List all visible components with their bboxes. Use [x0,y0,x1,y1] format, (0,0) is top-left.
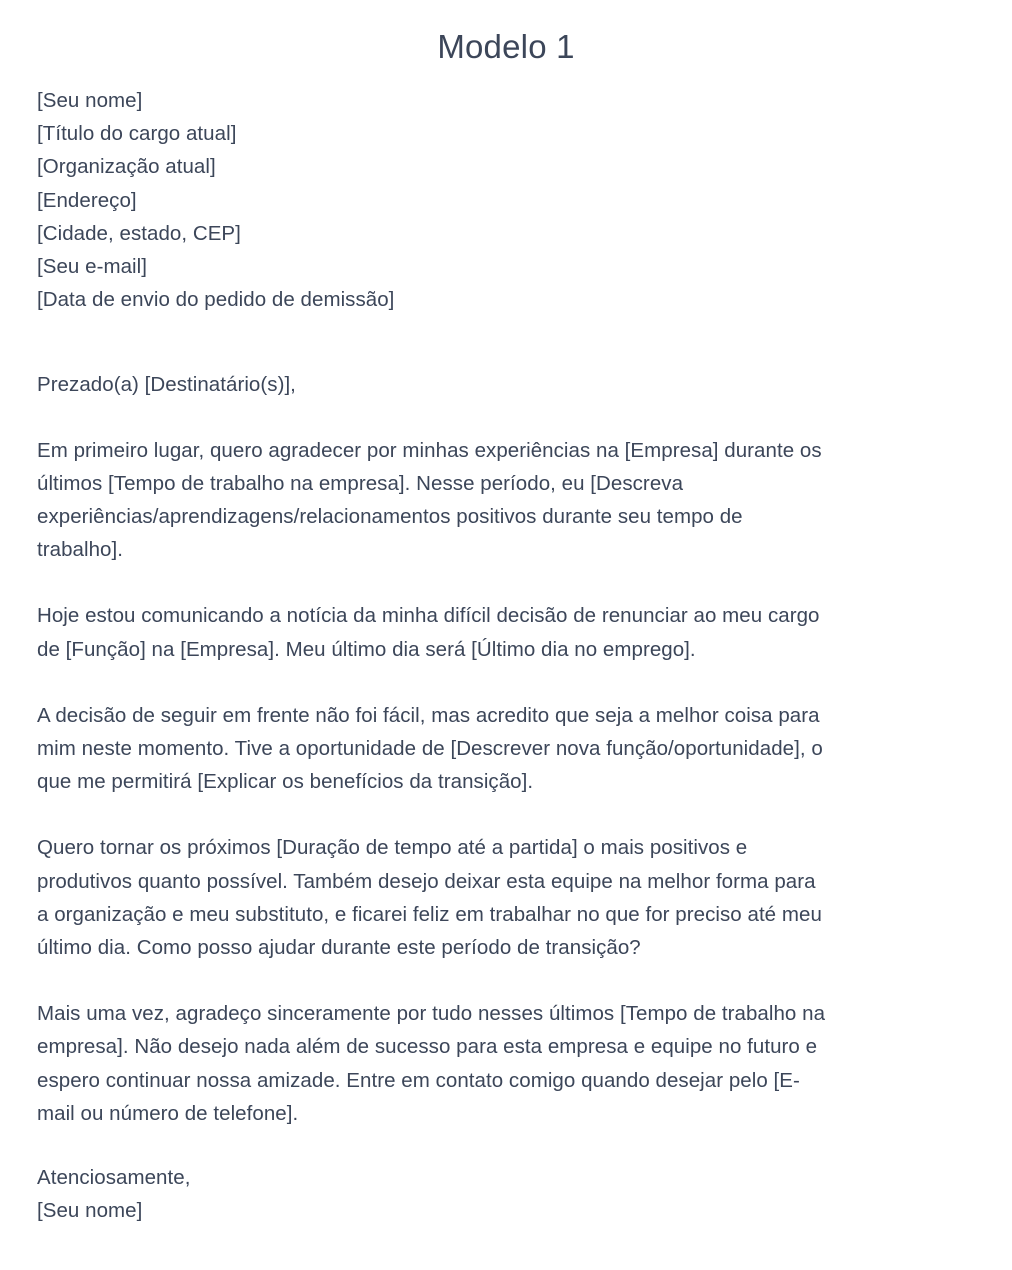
paragraph-line: experiências/aprendizagens/relacionamentos positivos durante seu tempo de [37,505,743,529]
closing-line: Atenciosamente, [37,1166,191,1190]
salutation: Prezado(a) [Destinatário(s)], [37,373,296,397]
paragraph-line: produtivos quanto possível. Também desejo deixar esta equipe na melhor forma para [37,869,816,893]
paragraph-line: Hoje estou comunicando a notícia da minha difícil decisão de renunciar ao meu cargo [37,604,820,628]
paragraph-line: Em primeiro lugar, quero agradecer por minhas experiências na [Empresa] durante os [37,438,822,462]
address-line-email: [Seu e-mail] [37,255,147,279]
paragraph-line: que me permitirá [Explicar os benefícios da transição]. [37,770,534,794]
paragraph-line: mail ou número de telefone]. [37,1101,299,1125]
address-line-name: [Seu nome] [37,89,143,112]
address-line-date: [Data de envio do pedido de demissão] [37,288,395,312]
signature-line: [Seu nome] [37,1199,143,1223]
paragraph-line: empresa]. Não desejo nada além de sucesso para esta empresa e equipe no futuro e [37,1035,818,1059]
paragraph-line: a organização e meu substituto, e ficarei feliz em trabalhar no que for preciso até meu [37,902,822,926]
paragraph-decisao [37,699,981,799]
signature-block [37,1161,981,1227]
sender-address-block [37,84,981,316]
paragraph-line: últimos [Tempo de trabalho na empresa]. Nesse período, eu [Descreva [37,471,684,495]
address-line-org: [Organização atual] [37,155,216,179]
paragraph-comunicado [37,599,981,665]
paragraph-line: Quero tornar os próximos [Duração de tempo até a partida] o mais positivos e [37,836,748,860]
page-title: Modelo 1 [437,28,575,65]
paragraph-line: A decisão de seguir em frente não foi fácil, mas acredito que seja a melhor coisa para [37,703,820,727]
address-body-spacer [37,316,981,368]
paragraph-line: de [Função] na [Empresa]. Meu último dia será [Último dia no emprego]. [37,637,696,661]
paragraph-agradecimento [37,434,981,567]
address-line-street: [Endereço] [37,188,137,212]
paragraph-line: último dia. Como posso ajudar durante este período de transição? [37,936,641,960]
letter-body [37,84,981,1227]
paragraph-line: espero continuar nossa amizade. Entre em contato comigo quando desejar pelo [E- [37,1068,800,1092]
paragraph-line: trabalho]. [37,538,123,562]
paragraph-agradecimento-final [37,997,981,1130]
paragraph-line: mim neste momento. Tive a oportunidade de [Descrever nova função/oportunidade], o [37,737,823,761]
paragraph-line: Mais uma vez, agradeço sinceramente por tudo nesses últimos [Tempo de trabalho na [37,1002,826,1026]
address-line-city: [Cidade, estado, CEP] [37,221,241,245]
address-line-title: [Título do cargo atual] [37,122,237,146]
paragraph-transicao [37,831,981,964]
